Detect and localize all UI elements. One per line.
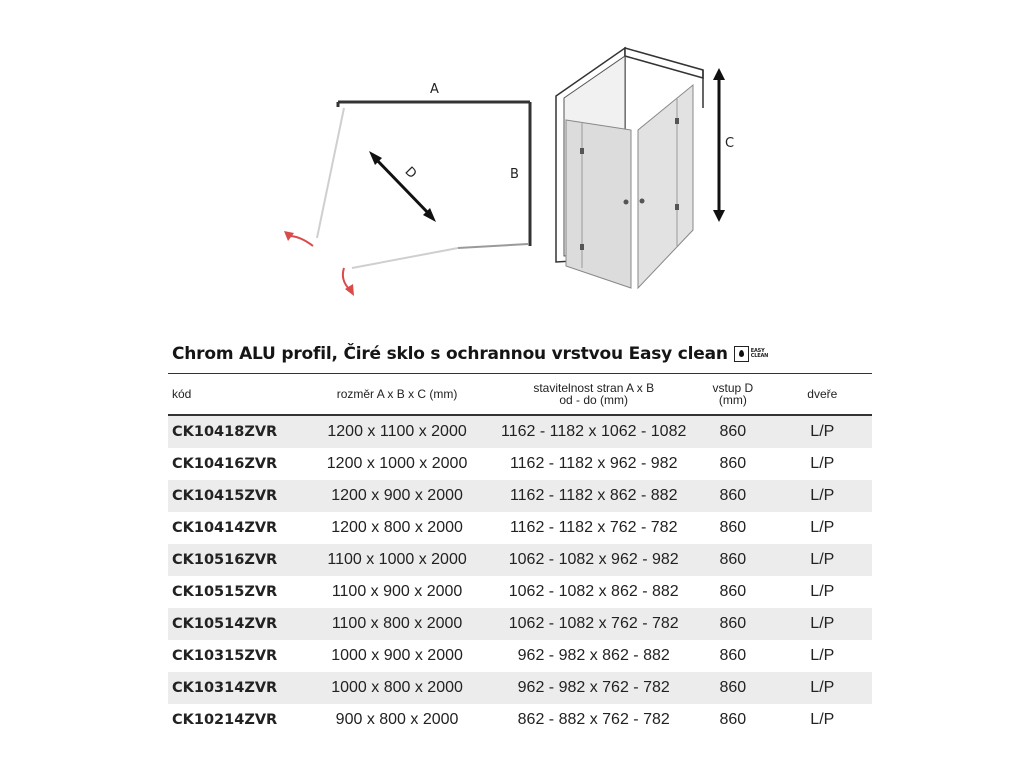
cell-dvere: L/P	[773, 480, 872, 512]
cell-vstup: 860	[719, 647, 747, 664]
cell-rozmer: 1200 x 800 x 2000	[331, 519, 463, 536]
bottom-panel-outline	[352, 248, 458, 268]
header-dvere: dveře	[773, 374, 872, 416]
cell-stav: 1162 - 1182 x 962 - 982	[509, 455, 678, 472]
product-title: Chrom ALU profil, Čiré sklo s ochrannou vrstvou Easy clean	[172, 344, 728, 364]
cell-kod: CK10418ZVR	[168, 415, 300, 448]
header-stavitelnost: stavitelnost stran A x B od - do (mm)	[494, 374, 693, 416]
cell-dvere: L/P	[773, 608, 872, 640]
cell-dvere: L/P	[773, 544, 872, 576]
cell-rozmer: 1000 x 800 x 2000	[300, 672, 495, 704]
table-row	[168, 672, 872, 704]
glass-door-left	[566, 120, 631, 288]
table-body	[168, 415, 872, 736]
header-kod: kód	[168, 374, 300, 416]
table-row	[168, 480, 872, 512]
cell-kod: CK10314ZVR	[168, 672, 300, 704]
cell-stav: 1162 - 1182 x 1062 - 1082	[494, 415, 693, 448]
cell-kod: CK10515ZVR	[172, 584, 278, 600]
spec-table	[168, 373, 872, 736]
water-drop-icon	[734, 346, 749, 362]
cell-vstup: 860	[693, 544, 773, 576]
dimension-d-line	[374, 157, 431, 216]
cell-dvere: L/P	[810, 583, 835, 600]
cell-vstup: 860	[693, 480, 773, 512]
product-title-row	[172, 340, 767, 368]
table-row	[168, 448, 872, 480]
cell-kod: CK10315ZVR	[172, 648, 278, 664]
cell-kod: CK10514ZVR	[168, 608, 300, 640]
cell-rozmer: 1100 x 800 x 2000	[300, 608, 495, 640]
cell-stav: 962 - 982 x 762 - 782	[494, 672, 693, 704]
cell-rozmer: 1200 x 1100 x 2000	[300, 415, 495, 448]
cell-dvere: L/P	[810, 455, 835, 472]
cell-rozmer: 1100 x 1000 x 2000	[300, 544, 495, 576]
cell-dvere: L/P	[810, 711, 835, 728]
table-row	[168, 512, 872, 544]
table-row	[168, 704, 872, 736]
3d-view	[556, 48, 734, 288]
cell-kod: CK10416ZVR	[172, 456, 278, 472]
label-a: A	[430, 82, 439, 97]
cell-vstup: 860	[719, 455, 747, 472]
table-row	[168, 415, 872, 448]
left-panel-outline	[317, 108, 344, 238]
cell-dvere: L/P	[810, 647, 835, 664]
badge-text-2: CLEAN	[750, 353, 769, 359]
table-header-row	[168, 374, 872, 416]
table-row	[168, 576, 872, 608]
cell-dvere: L/P	[773, 672, 872, 704]
swing-arrow-left-icon	[289, 236, 313, 246]
cell-vstup: 860	[693, 672, 773, 704]
cell-kod: CK10415ZVR	[168, 480, 300, 512]
table-row	[168, 544, 872, 576]
cell-stav: 1162 - 1182 x 762 - 782	[509, 519, 678, 536]
label-b: B	[510, 167, 519, 182]
technical-diagram	[0, 0, 1024, 330]
cell-dvere: L/P	[773, 415, 872, 448]
header-rozmer: rozměr A x B x C (mm)	[300, 374, 495, 416]
cell-vstup: 860	[719, 583, 747, 600]
cell-stav: 1062 - 1082 x 962 - 982	[494, 544, 693, 576]
cell-kod: CK10516ZVR	[168, 544, 300, 576]
cell-stav: 962 - 982 x 862 - 882	[517, 647, 670, 664]
cell-dvere: L/P	[810, 519, 835, 536]
cell-vstup: 860	[693, 415, 773, 448]
header-vstup: vstup D (mm)	[693, 374, 773, 416]
cell-rozmer: 1200 x 1000 x 2000	[326, 455, 468, 472]
cell-rozmer: 1100 x 900 x 2000	[331, 583, 463, 600]
badge-text-1: EASY	[750, 348, 765, 354]
cell-rozmer: 1200 x 900 x 2000	[300, 480, 495, 512]
cell-vstup: 860	[719, 519, 747, 536]
easy-clean-badge	[734, 346, 767, 362]
table-row	[168, 608, 872, 640]
cell-kod: CK10414ZVR	[172, 520, 278, 536]
cell-vstup: 860	[693, 608, 773, 640]
cell-vstup: 860	[719, 711, 747, 728]
cell-stav: 862 - 882 x 762 - 782	[517, 711, 670, 728]
floor-plan	[284, 82, 530, 296]
handle-icon	[624, 200, 629, 205]
cell-rozmer: 900 x 800 x 2000	[335, 711, 459, 728]
label-d: D	[401, 164, 420, 182]
cell-stav: 1162 - 1182 x 862 - 882	[494, 480, 693, 512]
label-c: C	[725, 136, 735, 151]
cell-rozmer: 1000 x 900 x 2000	[331, 647, 463, 664]
cell-stav: 1062 - 1082 x 762 - 782	[494, 608, 693, 640]
table-row	[168, 640, 872, 672]
glass-door-right	[638, 85, 693, 288]
cell-stav: 1062 - 1082 x 862 - 882	[508, 583, 679, 600]
cell-kod: CK10214ZVR	[172, 712, 278, 728]
